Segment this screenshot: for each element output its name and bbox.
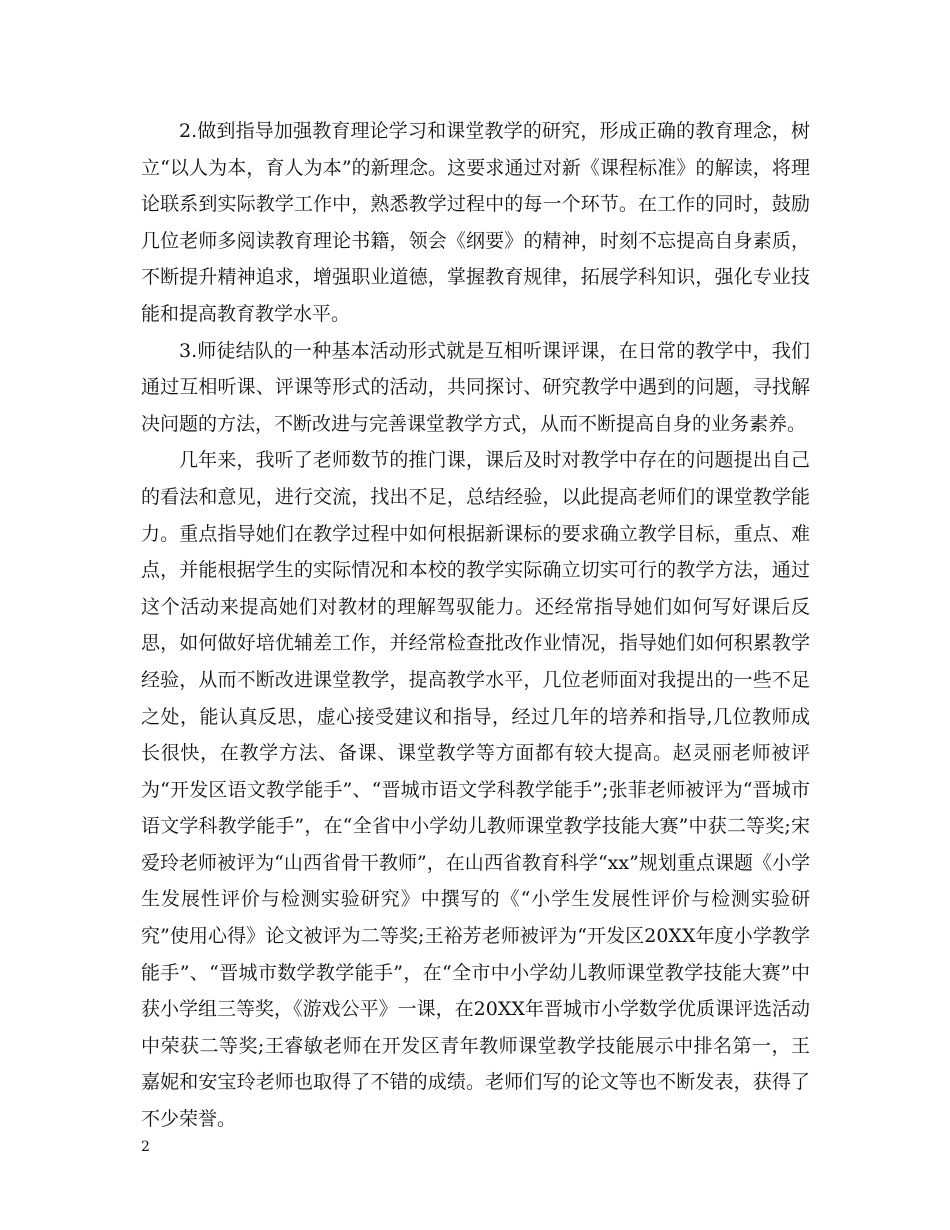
page-number: 2 bbox=[141, 1139, 150, 1155]
paragraph-3: 几年来，我听了老师数节的推门课，课后及时对教学中存在的问题提出自己的看法和意见，进行交流，找出不足，总结经验，以此提高老师们的课堂教学能力。重点指导她们在教学过程中如何根据新课标的要求确立教学目标，重点、难点，并能根据学生的实际情况和本校的教学实际确立切实可行的教学方法，通过这个活动来提高她们对教材的理解驾驭能力。还经常指导她们如何写好课后反思，如何做好培优辅差工作，并经常检查批改作业情况，指导她们如何积累教学经验，从而不断改进课堂教学，提高教学水平，几位老师面对我提出的一些不足之处，能认真反思，虚心接受建议和指导，经过几年的培养和指导,几位教师成长很快，在教学方法、备课、课堂教学等方面都有较大提高。赵灵丽老师被评为“开发区语文教学能手”、“晋城市语文学科教学能手”;张菲老师被评为“晋城市语文学科教学能手”，在“全省中小学幼儿教师课堂教学技能大赛”中获二等奖;宋爱玲老师被评为“山西省骨干教师”，在山西省教育科学“xx”规划重点课题《小学生发展性评价与检测实验研究》中撰写的《“小学生发展性评价与检测实验研究”使用心得》论文被评为二等奖;王裕芳老师被评为“开发区20XX年度小学教学能手”、“晋城市数学教学能手”，在“全市中小学幼儿教师课堂教学技能大赛”中获小学组三等奖，《游戏公平》一课，在20XX年晋城市小学数学优质课评选活动中荣获二等奖;王睿敏老师在开发区青年教师课堂教学技能展示中排名第一，王嘉妮和安宝玲老师也取得了不错的成绩。老师们写的论文等也不断发表，获得了不少荣誉。 bbox=[141, 449, 810, 1131]
paragraph-1: 2.做到指导加强教育理论学习和课堂教学的研究，形成正确的教育理念，树立“以人为本，育人为本”的新理念。这要求通过对新《课程标准》的解读，将理论联系到实际教学工作中，熟悉教学过程中的每一个环节。在工作的同时，鼓励几位老师多阅读教育理论书籍，领会《纲要》的精神，时刻不忘提高自身素质，不断提升精神追求，增强职业道德，掌握教育规律，拓展学科知识，强化专业技能和提高教育教学水平。 bbox=[141, 120, 810, 325]
document-body bbox=[141, 113, 810, 1138]
paragraph-2: 3.师徒结队的一种基本活动形式就是互相听课评课，在日常的教学中，我们通过互相听课、评课等形式的活动，共同探讨、研究教学中遇到的问题，寻找解决问题的方法，不断改进与完善课堂教学方式，从而不断提高自身的业务素养。 bbox=[141, 339, 810, 435]
